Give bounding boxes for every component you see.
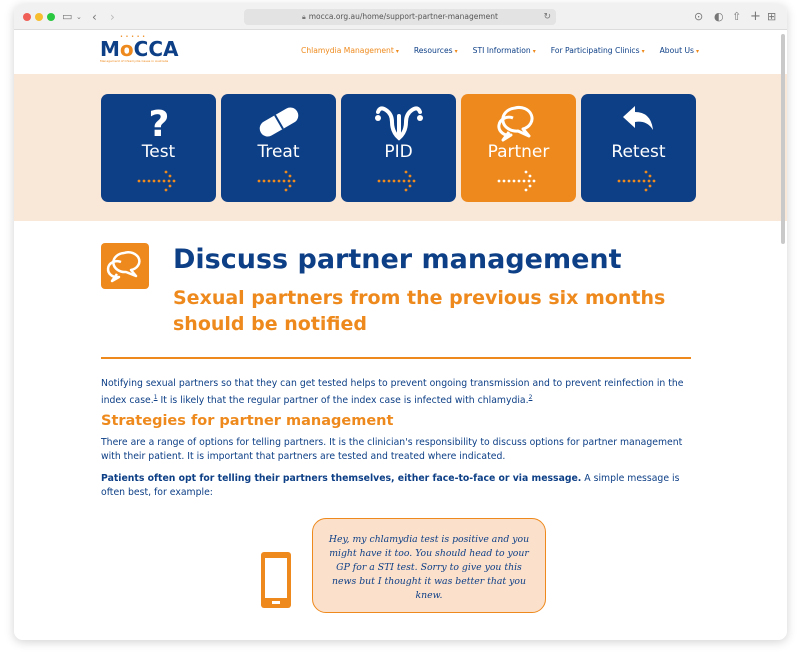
tile-label: PID <box>384 142 413 162</box>
main-nav <box>301 46 699 55</box>
minimize-window-button[interactable] <box>35 13 43 21</box>
nav-item-about-us[interactable]: About Us ▾ <box>659 46 699 55</box>
dotted-arrow-icon <box>497 170 541 192</box>
tile-treat[interactable] <box>221 94 336 202</box>
nav-item-sti-information[interactable]: STI Information ▾ <box>472 46 536 55</box>
speech-bubbles-icon <box>101 243 149 289</box>
url-text: mocca.org.au/home/support-partner-management <box>308 12 498 21</box>
dotted-arrow-icon <box>257 170 301 192</box>
tile-label: Partner <box>487 142 550 162</box>
browser-toolbar <box>14 4 787 30</box>
section-divider <box>101 357 691 359</box>
section-heading: Strategies for partner management <box>101 413 394 429</box>
reload-icon[interactable]: ↻ <box>543 12 551 22</box>
dotted-arrow-icon <box>137 170 181 192</box>
tile-partner[interactable] <box>461 94 576 202</box>
chevron-down-icon: ▾ <box>695 48 699 55</box>
logo-wordmark: MoCCA <box>100 37 179 61</box>
page-title: Discuss partner management <box>173 244 622 275</box>
svg-text:?: ? <box>148 104 169 142</box>
tile-label: Retest <box>611 142 666 162</box>
intro-paragraph: Notifying sexual partners so that they can get tested helps to prevent ongoing transmission and to prevent reinfection in the index case.$^1$ It is likely that the regular partner of the index case is infected with chlamydia.$^2$ <box>101 378 684 407</box>
shield-icon[interactable]: ◐ <box>714 10 724 23</box>
main-content <box>14 221 787 640</box>
dotted-arrow-icon <box>617 170 661 192</box>
close-window-button[interactable] <box>23 13 31 21</box>
example-message-bubble: Hey, my chlamydia test is positive and you might have it too. You should head to your GP for a STI test. Sorry to give you this news but I thought it was better that you knew. <box>312 518 546 613</box>
download-icon[interactable]: ⊙ <box>694 10 704 23</box>
dotted-arrow-icon <box>377 170 421 192</box>
tile-test[interactable] <box>101 94 216 202</box>
mocca-logo[interactable] <box>100 34 179 63</box>
uterus-icon <box>341 102 456 142</box>
logo-dots-decoration: • • • • • <box>120 34 146 40</box>
chevron-down-icon: ▾ <box>532 48 536 55</box>
speech-bubbles-icon <box>461 102 576 142</box>
chevron-down-icon: ▾ <box>454 48 458 55</box>
site-header <box>14 30 787 74</box>
reference-link-1[interactable]: 1 <box>153 394 158 401</box>
tile-label: Test <box>141 142 176 162</box>
back-arrow-icon[interactable]: ‹ <box>92 10 97 24</box>
question-mark-icon <box>101 102 216 142</box>
logo-tagline: Management of Chlamydia Cases in Australia <box>100 59 169 63</box>
sidebar-toggle-icon[interactable]: ▭ <box>62 10 73 23</box>
new-tab-icon[interactable]: + <box>750 9 761 24</box>
address-bar[interactable] <box>244 9 556 25</box>
tab-overview-icon[interactable]: ⊞ <box>767 10 777 23</box>
lock-icon: 🔒︎ <box>301 13 306 21</box>
page-subtitle: Sexual partners from the previous six months should be notified <box>173 287 666 335</box>
chevron-down-icon[interactable]: ⌄ <box>76 13 82 21</box>
browser-window <box>14 4 787 640</box>
phone-icon <box>259 550 293 610</box>
tile-retest[interactable] <box>581 94 696 202</box>
zoom-window-button[interactable] <box>47 13 55 21</box>
return-arrow-icon <box>581 102 696 142</box>
nav-item-participating-clinics[interactable]: For Participating Clinics ▾ <box>550 46 645 55</box>
nav-item-resources[interactable]: Resources ▾ <box>413 46 458 55</box>
chevron-down-icon: ▾ <box>641 48 645 55</box>
page-scrollbar[interactable] <box>781 34 785 244</box>
step-tiles-band <box>14 74 787 221</box>
forward-arrow-icon[interactable]: › <box>110 10 115 24</box>
pill-icon <box>221 102 336 142</box>
strategies-paragraph: There are a range of options for telling partners. It is the clinician's responsibility to discuss options for partner management with their patient. It is important that partners are tested and treated where indicated. <box>101 437 683 462</box>
chevron-down-icon: ▾ <box>395 48 399 55</box>
nav-item-chlamydia-management[interactable]: Chlamydia Management ▾ <box>301 46 399 55</box>
tile-pid[interactable] <box>341 94 456 202</box>
share-icon[interactable]: ⇧ <box>732 10 742 23</box>
reference-link-2[interactable]: 2 <box>528 394 533 401</box>
tile-label: Treat <box>257 142 300 162</box>
example-intro-paragraph: Patients often opt for telling their partners themselves, either face-to-face or via message. A simple message is often best, for example: <box>101 473 680 498</box>
